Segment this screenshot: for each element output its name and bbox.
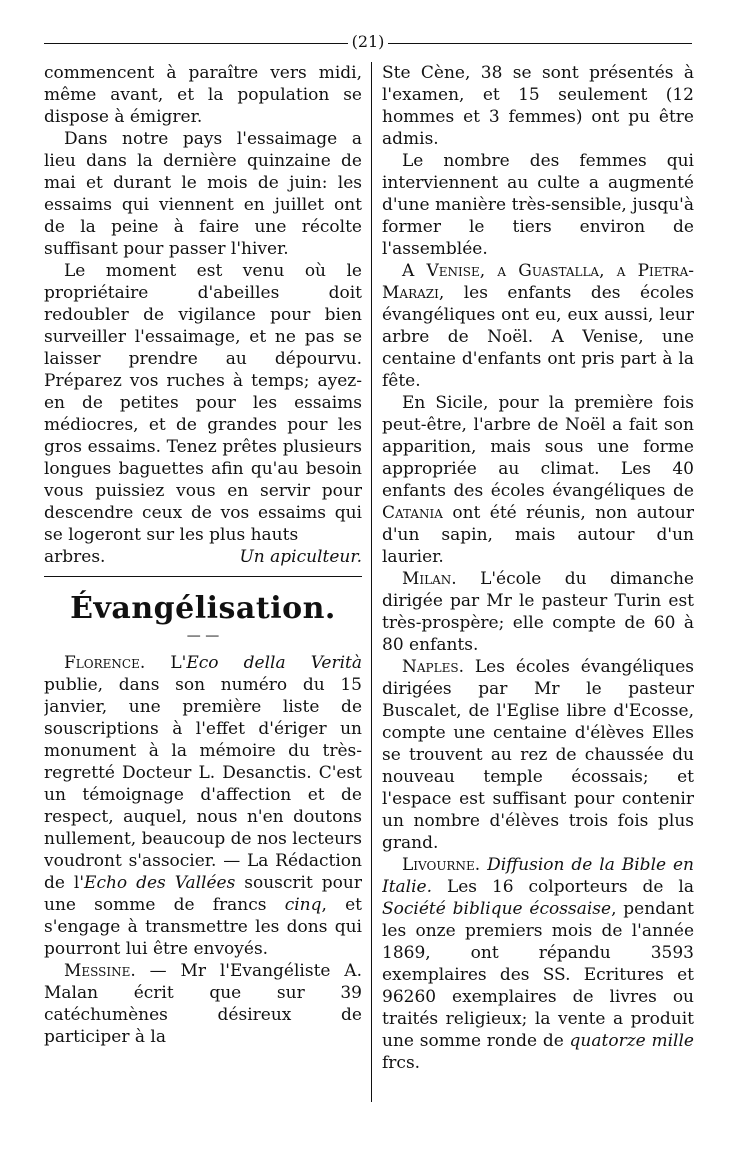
title-ornament: — — bbox=[186, 628, 220, 644]
livourne-paragraph bbox=[382, 854, 694, 1074]
milan-paragraph bbox=[382, 568, 694, 656]
florence-text-b: publie, dans son numéro du 15 janvier, une première liste de souscriptions à l'effet d'ériger un monument à la mémoire du très-regretté Docteur L. Desanctis. C'est un témoignage d'affection et de respect, auquel, nous n'en doutons nullement, beaucoup de nos lecteurs voudront s'associer. — La Rédaction de l' bbox=[44, 675, 362, 893]
sicile-paragraph bbox=[382, 392, 694, 568]
naples-paragraph bbox=[382, 656, 694, 854]
florence-publication-2: Echo des Vallées bbox=[84, 873, 236, 893]
florence-text-c: souscrit pour une somme de francs bbox=[44, 873, 362, 915]
sicile-catania: Catania bbox=[382, 503, 443, 523]
left-paragraph-3: Le moment est venu où le propriétaire d'abeilles doit redoubler de vigilance pour bien surveiller l'essaimage, et ne pas se laisser prendre au dépourvu. Préparez vos ruches à temps; ayez-en de petites pour les essaims médiocres, et de grandes pour les gros essaims. Tenez prêtes plusieurs longues baguettes afin qu'au besoin vous puissiez vous en servir pour descendre ceux de vos essaims qui se logeront sur les plus hauts bbox=[44, 261, 362, 545]
livourne-lead: Livourne. bbox=[402, 855, 481, 875]
milan-text: L'école du dimanche dirigée par Mr le pasteur Turin est très-prospère; elle compte de 60 à 80 enfants. bbox=[382, 569, 694, 655]
florence-text-a: L' bbox=[145, 653, 187, 673]
right-paragraph-1: Ste Cène, 38 se sont présentés à l'examen, et 15 seulement (12 hommes et 3 femmes) ont pu être admis. bbox=[382, 63, 694, 149]
florence-publication: Eco della Verità bbox=[186, 653, 362, 673]
messine-lead: Messine. bbox=[64, 961, 136, 981]
signature-line bbox=[44, 546, 362, 568]
livourne-text-a: Les 16 colporteurs de la bbox=[432, 877, 694, 897]
florence-lead: Florence. bbox=[64, 653, 146, 673]
livourne-society: Société biblique écossaise bbox=[382, 899, 612, 919]
left-column bbox=[44, 62, 362, 1102]
livourne-text-c: frcs. bbox=[382, 1053, 421, 1073]
florence-paragraph bbox=[44, 652, 362, 960]
livourne-title: Diffusion de la Bible en Italie. bbox=[382, 855, 694, 897]
livourne-text-b: , pendant les onze premiers mois de l'année 1869, ont répandu 3593 exemplaires des SS. Ecritures et 96260 exemplaires de livres ou traités religieux; la vente a produit une somme ronde de bbox=[382, 899, 694, 1051]
page-number: (21) bbox=[351, 32, 385, 51]
livourne-sum: quatorze mille bbox=[569, 1031, 694, 1051]
messine-text: — Mr l'Evangéliste A. Malan écrit que sur 39 catéchumènes désireux de participer à la bbox=[44, 961, 362, 1047]
right-column bbox=[382, 62, 694, 1102]
venise-lead: A Venise, a Guastalla, a Pietra-Marazi, bbox=[382, 261, 694, 303]
naples-text: Les écoles évangéliques dirigées par Mr le pasteur Buscalet, de l'Eglise libre d'Ecosse, compte une centaine d'élèves Elles se trouvent au rez de chaussée du nouveau temple écossais; et l'espace est suffisant pour contenir un nombre d'élèves trois fois plus grand. bbox=[382, 657, 694, 853]
florence-text-d: , et s'engage à transmettre les dons qui pourront lui être envoyés. bbox=[44, 895, 362, 959]
venise-paragraph bbox=[382, 260, 694, 392]
right-paragraph-2: Le nombre des femmes qui interviennent au culte a augmenté d'une manière très-sensible, jusqu'à former le tiers environ de l'assemblée. bbox=[382, 151, 694, 259]
florence-amount: cinq bbox=[284, 895, 322, 915]
article-signature: Un apiculteur. bbox=[239, 547, 362, 567]
venise-text: les enfants des écoles évangéliques ont eu, eux aussi, leur arbre de Noël. A Venise, une centaine d'enfants ont pris part à la fête. bbox=[382, 283, 694, 391]
left-paragraph-1: commencent à paraître vers midi, même avant, et la population se dispose à émigrer. bbox=[44, 63, 362, 127]
messine-paragraph bbox=[44, 960, 362, 1048]
section-separator bbox=[44, 576, 362, 577]
section-title: Évangélisation. bbox=[70, 591, 336, 626]
milan-lead: Milan. bbox=[402, 569, 457, 589]
header-rule-right bbox=[388, 43, 692, 44]
naples-lead: Naples. bbox=[402, 657, 464, 677]
signature-line-end: arbres. bbox=[44, 547, 106, 567]
page-header bbox=[44, 28, 692, 54]
sicile-text-a: En Sicile, pour la première fois peut-être, l'arbre de Noël a fait son apparition, mais sous une forme appropriée au climat. Les 40 enfants des écoles évangéliques de bbox=[382, 393, 694, 501]
column-divider bbox=[371, 62, 372, 1102]
sicile-text-b: ont été réunis, non autour d'un sapin, mais autour d'un laurier. bbox=[382, 503, 694, 567]
left-paragraph-2: Dans notre pays l'essaimage a lieu dans la dernière quinzaine de mai et durant le mois de juin: les essaims qui viennent en juillet ont de la peine à faire une récolte suffisant pour passer l'hiver. bbox=[44, 129, 362, 259]
